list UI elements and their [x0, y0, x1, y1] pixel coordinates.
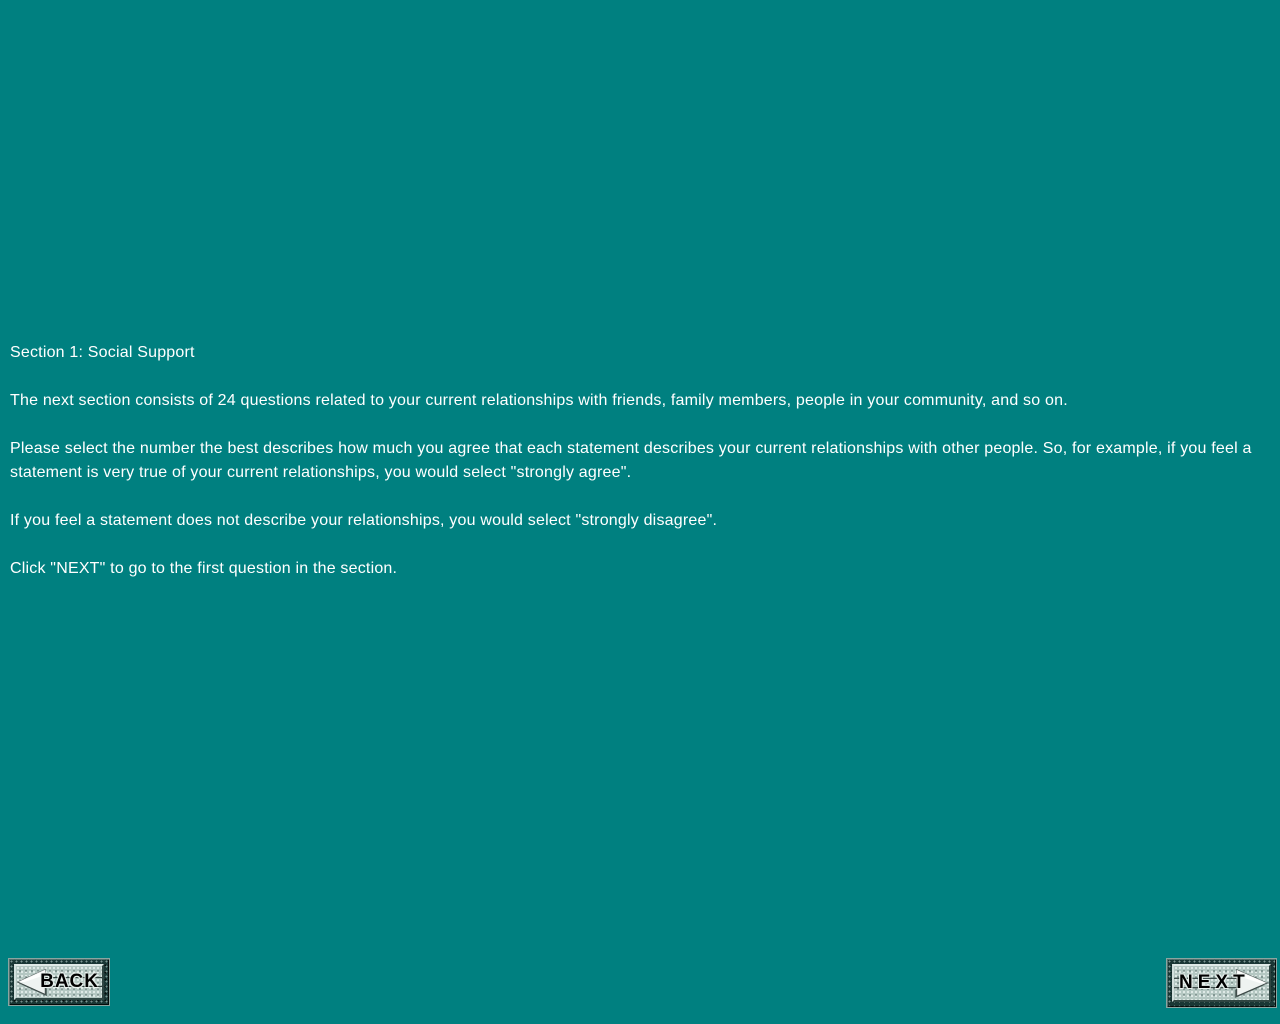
back-button[interactable] — [8, 958, 110, 1006]
next-button-face — [1172, 964, 1271, 1002]
instructions-text — [10, 341, 1256, 605]
next-button-label: NEXT — [1179, 972, 1250, 993]
next-button[interactable] — [1166, 958, 1277, 1008]
paragraph-section-overview: The next section consists of 24 questions related to your current relationships with friends, family members, people in your community, and so on. — [10, 392, 1068, 409]
paragraph-rating-instructions: Please select the number the best describes how much you agree that each statement describes your current relationships with other people. So, for example, if you feel a statement is very true of your current relationships, you would select "strongly agree". — [10, 440, 1252, 481]
arrow-left-icon — [16, 966, 102, 998]
back-button-label: BACK — [40, 971, 99, 992]
section-title: Section 1: Social Support — [10, 344, 195, 361]
arrow-right-icon — [1174, 966, 1269, 1000]
back-button-face — [14, 964, 104, 1000]
paragraph-disagree-instructions: If you feel a statement does not describe your relationships, you would select "strongly disagree". — [10, 512, 718, 529]
paragraph-next-hint: Click "NEXT" to go to the first question in the section. — [10, 560, 398, 577]
